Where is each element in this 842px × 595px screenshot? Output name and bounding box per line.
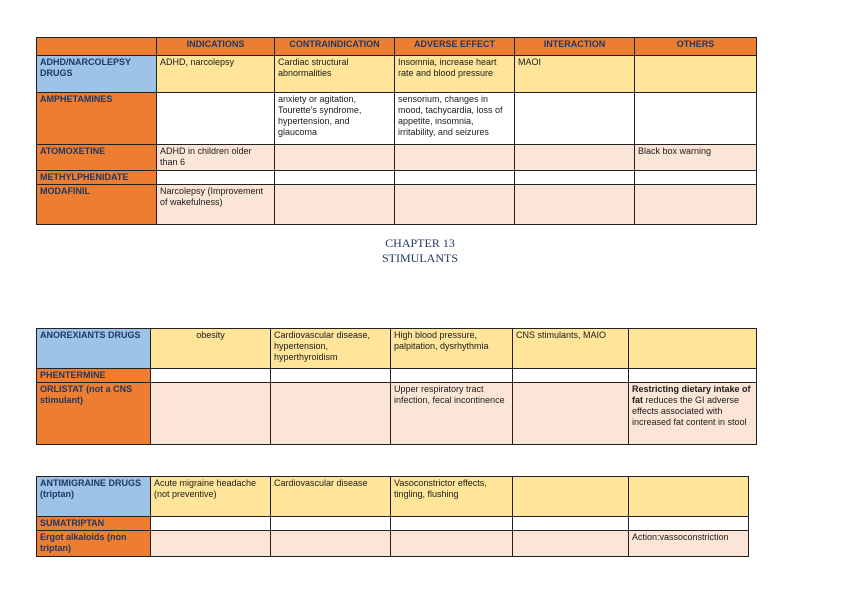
table-row [37,145,757,171]
cell-interaction: CNS stimulants, MAIO [513,329,629,369]
header-corner-cell [37,38,157,56]
table-row [37,477,749,517]
header-contraindication: CONTRAINDICATION [275,38,395,56]
cell-indications: Acute migraine headache (not preventive) [151,477,271,517]
row-label: ANTIMIGRAINE DRUGS (triptan) [37,477,151,517]
cell-adverse-effect [395,185,515,225]
table-row [37,185,757,225]
row-label: AMPHETAMINES [37,93,157,145]
cell-adverse-effect: sensorium, changes in mood, tachycardia, loss of appetite, insomnia, irritability, and seizures [395,93,515,145]
cell-contraindication [271,383,391,445]
cell-others: Action:vassoconstriction [629,531,749,557]
row-label: ORLISTAT (not a CNS stimulant) [37,383,151,445]
cell-contraindication: Cardiac structural abnormalities [275,56,395,93]
cell-others: Black box warning [635,145,757,171]
header-adverse-effect: ADVERSE EFFECT [395,38,515,56]
cell-interaction [513,369,629,383]
cell-contraindication [275,171,395,185]
cell-adverse-effect: Insomnia, increase heart rate and blood pressure [395,56,515,93]
header-interaction: INTERACTION [515,38,635,56]
orlistat-note-text: reduces the GI adverse effects associated with increased fat content in stool [632,395,747,427]
table-row [37,369,757,383]
cell-interaction [513,477,629,517]
table-row [37,517,749,531]
cell-contraindication [275,185,395,225]
row-label: ANOREXIANTS DRUGS [37,329,151,369]
cell-others [629,369,757,383]
table-row [37,56,757,93]
cell-others [635,171,757,185]
cell-contraindication [275,145,395,171]
cell-interaction [513,531,629,557]
cell-adverse-effect [391,517,513,531]
cell-indications [151,517,271,531]
cell-contraindication: Cardiovascular disease, hypertension, hyperthyroidism [271,329,391,369]
table-row [37,531,749,557]
cell-others [629,329,757,369]
cell-others [635,185,757,225]
cell-others [629,383,757,445]
cell-indications [157,93,275,145]
row-label: MODAFINIL [37,185,157,225]
cell-adverse-effect: Vasoconstrictor effects, tingling, flushing [391,477,513,517]
table-header-row [37,38,757,56]
header-others: OTHERS [635,38,757,56]
cell-indications: ADHD, narcolepsy [157,56,275,93]
row-label: PHENTERMINE [37,369,151,383]
cell-contraindication [271,531,391,557]
cell-contraindication: anxiety or agitation, Tourette’s syndrome, hypertension, and glaucoma [275,93,395,145]
cell-others [629,477,749,517]
row-label: ADHD/NARCOLEPSY DRUGS [37,56,157,93]
table-row [37,93,757,145]
row-label: Ergot alkaloids (non triptan) [37,531,151,557]
row-label: METHYLPHENIDATE [37,171,157,185]
cell-contraindication: Cardiovascular disease [271,477,391,517]
cell-others [629,517,749,531]
cell-interaction [515,185,635,225]
table-row [37,171,757,185]
cell-interaction [513,517,629,531]
cell-others [635,56,757,93]
table-row [37,383,757,445]
anorexiants-table [36,328,757,445]
cell-indications: Narcolepsy (Improvement of wakefulness) [157,185,275,225]
row-label: ATOMOXETINE [37,145,157,171]
cell-others [635,93,757,145]
cell-adverse-effect [391,531,513,557]
cell-adverse-effect [395,145,515,171]
cell-interaction [515,93,635,145]
chapter-number: CHAPTER 13 [385,236,455,250]
stimulants-table [36,37,757,225]
antimigraine-table [36,476,749,557]
table-row [37,329,757,369]
cell-indications: obesity [151,329,271,369]
cell-adverse-effect [395,171,515,185]
cell-indications [151,383,271,445]
orlistat-note-emphasis: Restricting dietary intake of fat [632,384,751,405]
cell-contraindication [271,517,391,531]
row-label: SUMATRIPTAN [37,517,151,531]
header-indications: INDICATIONS [157,38,275,56]
cell-adverse-effect: High blood pressure, palpitation, dysrhythmia [391,329,513,369]
cell-indications [151,369,271,383]
cell-contraindication [271,369,391,383]
cell-interaction [515,145,635,171]
cell-indications [151,531,271,557]
cell-interaction [515,171,635,185]
cell-interaction: MAOI [515,56,635,93]
cell-adverse-effect [391,369,513,383]
cell-indications: ADHD in children older than 6 [157,145,275,171]
cell-indications [157,171,275,185]
chapter-title: STIMULANTS [381,251,458,265]
cell-interaction [513,383,629,445]
cell-adverse-effect: Upper respiratory tract infection, fecal incontinence [391,383,513,445]
